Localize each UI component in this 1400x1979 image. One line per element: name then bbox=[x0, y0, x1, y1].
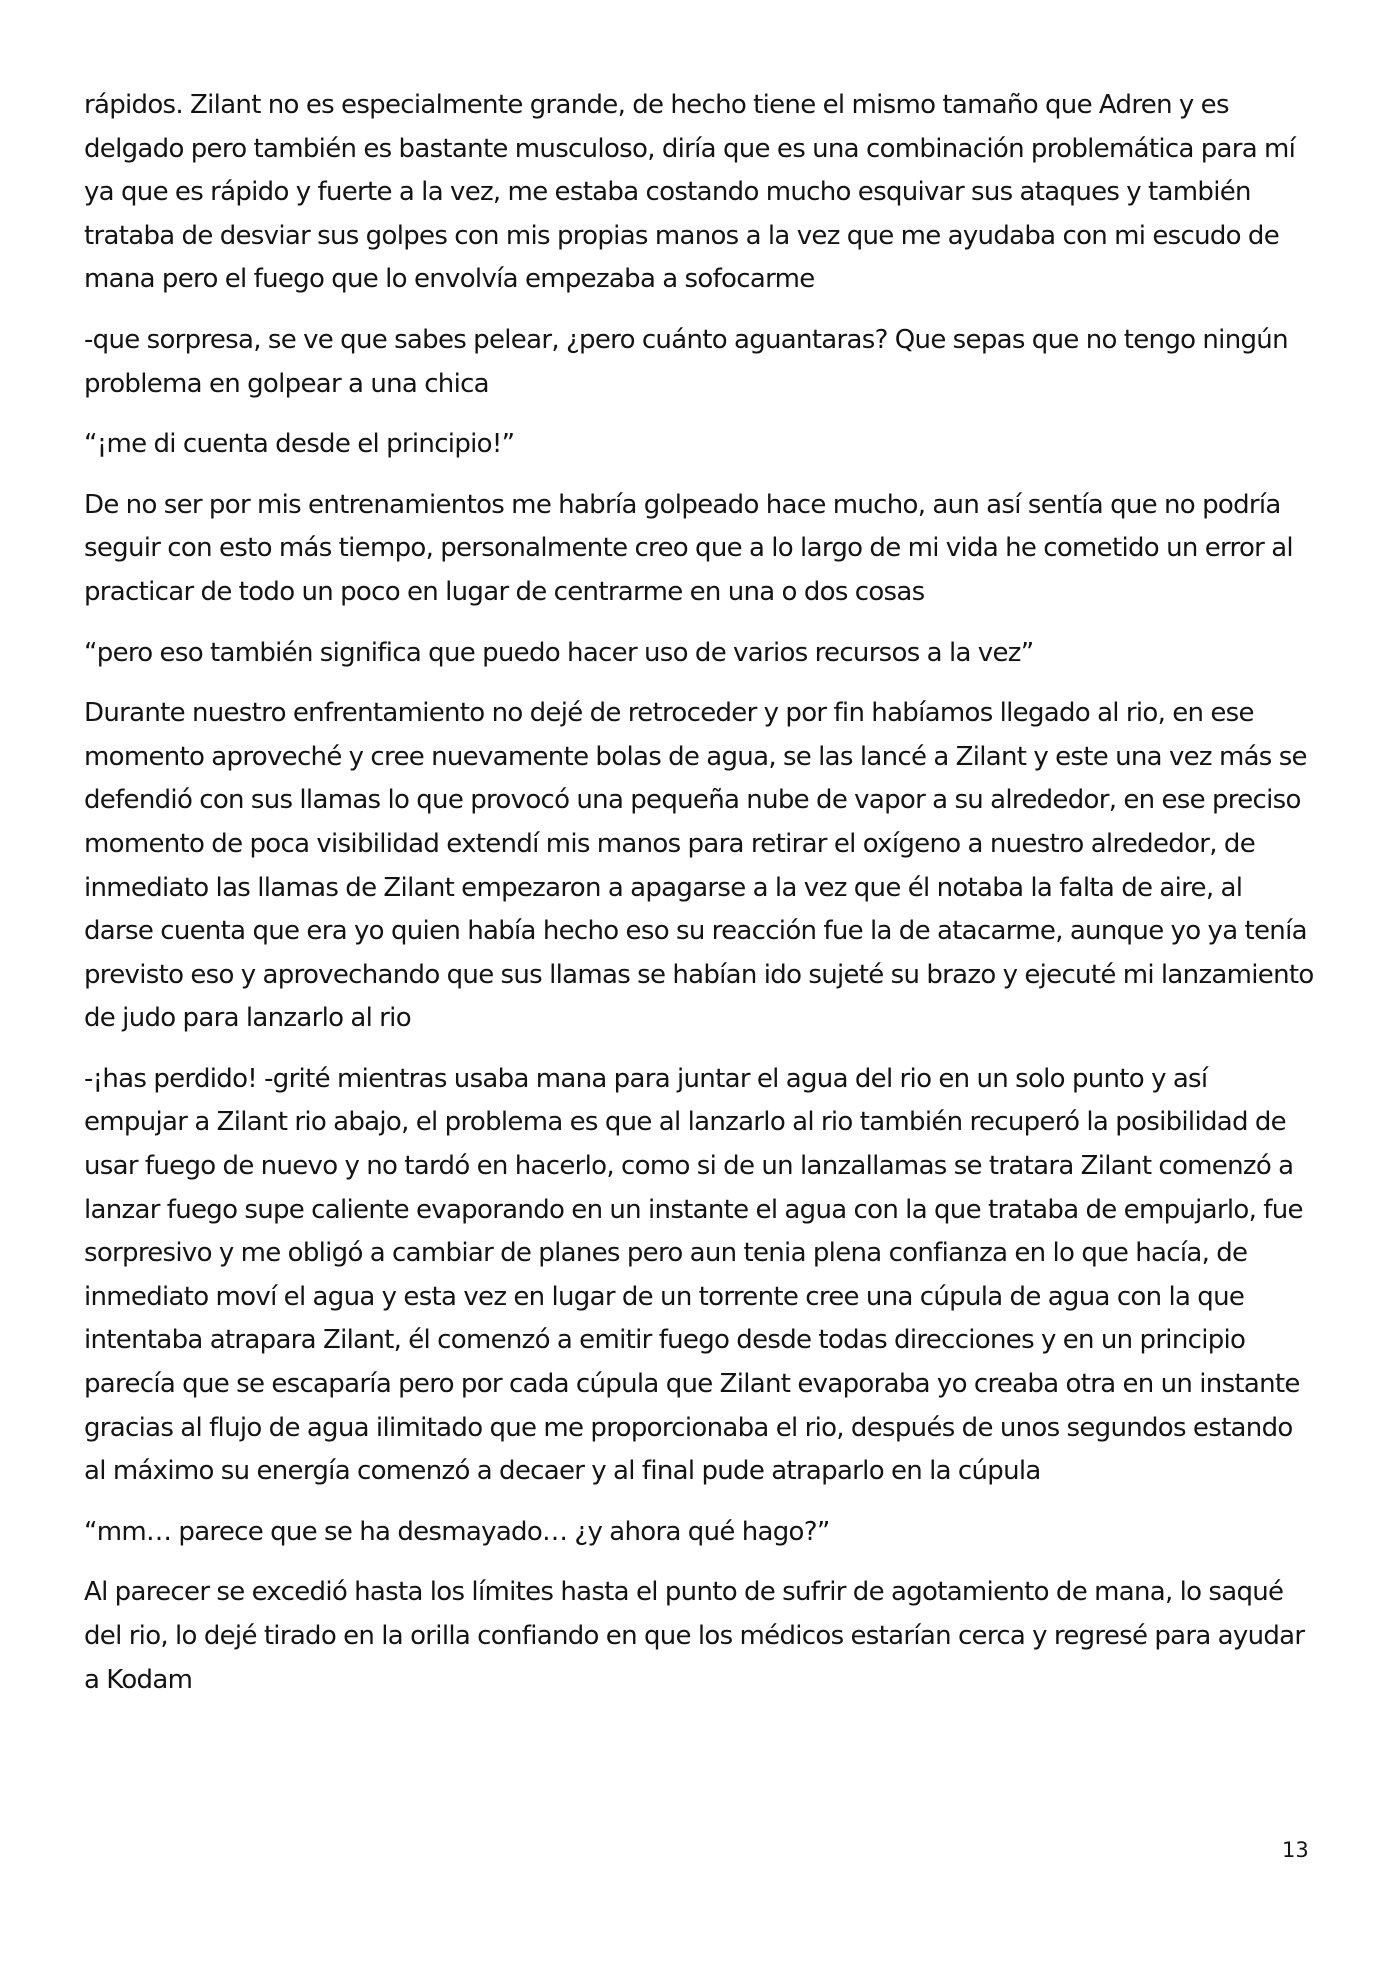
document-body bbox=[84, 84, 1316, 1719]
paragraph: -¡has perdido! -grité mientras usaba mana para juntar el agua del rio en un solo punto y así empujar a Zilant rio abajo, el problema es que al lanzarlo al rio también recuperó la posibilidad de usar fuego de nuevo y no tardó en hacerlo, como si de un lanzallamas se tratara Zilant comenzó a lanzar fuego supe caliente evaporando en un instante el agua con la que trataba de empujarlo, fue sorpresivo y me obligó a cambiar de planes pero aun tenia plena confianza en lo que hacía, de inmediato moví el agua y esta vez en lugar de un torrente cree una cúpula de agua con la que intentaba atrapara Zilant, él comenzó a emitir fuego desde todas direcciones y en un principio parecía que se escaparía pero por cada cúpula que Zilant evaporaba yo creaba otra en un instante gracias al flujo de agua ilimitado que me proporcionaba el rio, después de unos segundos estando al máximo su energía comenzó a decaer y al final pude atraparlo en la cúpula bbox=[84, 1063, 1303, 1487]
paragraph: De no ser por mis entrenamientos me habría golpeado hace mucho, aun así sentía que no podría seguir con esto más tiempo, personalmente creo que a lo largo de mi vida he cometido un error al practicar de todo un poco en lugar de centrarme en una o dos cosas bbox=[84, 489, 1293, 607]
page-number: 13 bbox=[1282, 1838, 1309, 1862]
paragraph: rápidos. Zilant no es especialmente grande, de hecho tiene el mismo tamaño que Adren y es delgado pero también es bastante musculoso, diría que es una combinación problemática para mí ya que es rápido y fuerte a la vez, me estaba costando mucho esquivar sus ataques y también trataba de desviar sus golpes con mis propias manos a la vez que me ayudaba con mi escudo de mana pero el fuego que lo envolvía empezaba a sofocarme bbox=[84, 90, 1296, 295]
paragraph: Al parecer se excedió hasta los límites hasta el punto de sufrir de agotamiento de mana, lo saqué del rio, lo dejé tirado en la orilla confiando en que los médicos estarían cerca y regresé para ayudar a Kodam bbox=[84, 1577, 1305, 1695]
paragraph: “mm… parece que se ha desmayado… ¿y ahora qué hago?” bbox=[84, 1516, 830, 1547]
paragraph: -que sorpresa, se ve que sabes pelear, ¿pero cuánto aguantaras? Que sepas que no tengo ningún problema en golpear a una chica bbox=[84, 324, 1288, 399]
paragraph: Durante nuestro enfrentamiento no dejé de retroceder y por fin habíamos llegado al rio, en ese momento aproveché y cree nuevamente bolas de agua, se las lancé a Zilant y este una vez más se defendió con sus llamas lo que provocó una pequeña nube de vapor a su alrededor, en ese preciso momento de poca visibilidad extendí mis manos para retirar el oxígeno a nuestro alrededor, de inmediato las llamas de Zilant empezaron a apagarse a la vez que él notaba la falta de aire, al darse cuenta que era yo quien había hecho eso su reacción fue la de atacarme, aunque yo ya tenía previsto eso y aprovechando que sus llamas se habían ido sujeté su brazo y ejecuté mi lanzamiento de judo para lanzarlo al rio bbox=[84, 698, 1314, 1034]
paragraph: “pero eso también significa que puedo hacer uso de varios recursos a la vez” bbox=[84, 637, 1034, 668]
paragraph: “¡me di cuenta desde el principio!” bbox=[84, 429, 515, 460]
